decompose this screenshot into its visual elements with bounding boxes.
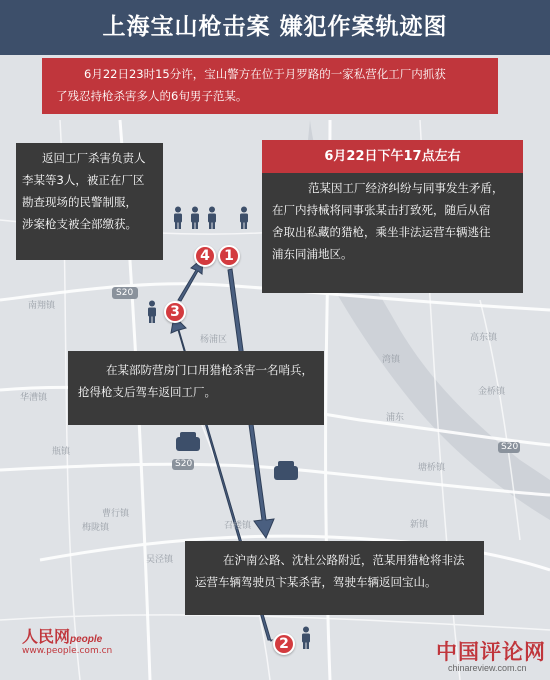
- person-icon: [206, 206, 218, 230]
- event-text-line: 在沪南公路、沈杜公路附近，范某用猎枪将非法: [223, 553, 465, 567]
- location-marker-3: 3: [164, 301, 186, 323]
- road-shield-label: S20: [501, 442, 519, 452]
- people-url: www.people.com.cn: [22, 646, 113, 656]
- map-place-label: 梅陇镇: [82, 523, 110, 533]
- event-text-line: 浦东同浦地区。: [272, 247, 353, 261]
- location-marker-2: 2: [273, 633, 295, 655]
- event-text-line: 勘查现场的民警制服，: [22, 195, 137, 209]
- chinareview-logo: 中国评论网: [436, 639, 546, 664]
- intro-line: 6月22日23时15分许，宝山警方在位于月罗路的一家私营化工厂内抓获: [84, 67, 446, 81]
- event-text-line: 返回工厂杀害负责人: [42, 151, 146, 165]
- person-icon: [189, 206, 201, 230]
- map-place-label: 曹行镇: [102, 509, 130, 519]
- map-place-label: 塘桥镇: [418, 463, 446, 473]
- event-text-line: 李某等3人，被正在厂区: [22, 173, 145, 187]
- event-box-sentry: [68, 351, 324, 425]
- event-box-return-factory: [16, 143, 163, 260]
- person-icon: [300, 626, 312, 650]
- page-title: 上海宝山枪击案 嫌犯作案轨迹图: [102, 14, 448, 40]
- event-text-line: 运营车辆驾驶员卞某杀害，驾驶车辆返回宝山。: [195, 575, 437, 589]
- event-text-line: 舍取出私藏的猎枪，乘坐非法运营车辆逃往: [272, 225, 491, 239]
- event-text-line: 在某部防营房门口用猎枪杀害一名哨兵，: [106, 363, 313, 377]
- map-place-label: 新镇: [410, 520, 429, 530]
- person-icon: [238, 206, 250, 230]
- event-box-heading: 6月22日下午17点左右: [262, 140, 523, 173]
- event-text-line: 涉案枪支被全部缴获。: [22, 217, 137, 231]
- person-icon: [172, 206, 184, 230]
- map-place-label: 召楼镇: [224, 521, 252, 531]
- event-text-line: 在厂内持械将同事张某击打致死，随后从宿: [272, 203, 491, 217]
- location-marker-4: 4: [194, 245, 216, 267]
- people-logo: 人民网people: [22, 627, 103, 646]
- event-box-driver: [185, 541, 484, 615]
- map-place-label: 金桥镇: [478, 387, 506, 397]
- map-place-label: 华漕镇: [20, 393, 48, 403]
- map-place-label: 吴泾镇: [146, 555, 174, 565]
- map-place-label: 南翔镇: [28, 301, 56, 311]
- chinareview-url: chinareview.com.cn: [448, 663, 527, 673]
- event-text-line: 抢得枪支后驾车返回工厂。: [78, 385, 216, 399]
- road-shield-label: S20: [116, 288, 134, 298]
- intro-banner: [42, 58, 498, 114]
- map-place-label: 浦东: [386, 413, 405, 423]
- location-marker-1: 1: [218, 245, 240, 267]
- map-place-label: 高东镇: [470, 333, 498, 343]
- event-box-first-incident: [262, 173, 523, 293]
- page-header: [0, 0, 550, 55]
- map-place-label: 瓶镇: [52, 447, 71, 457]
- map-place-label: 湾镇: [382, 355, 401, 365]
- event-text-line: 范某因工厂经济纠纷与同事发生矛盾，: [308, 181, 504, 195]
- map-place-label: 杨浦区: [200, 335, 228, 345]
- road-shield-label: S20: [175, 459, 193, 469]
- person-icon: [146, 300, 158, 324]
- intro-line: 了残忍持枪杀害多人的6旬男子范某。: [56, 89, 248, 103]
